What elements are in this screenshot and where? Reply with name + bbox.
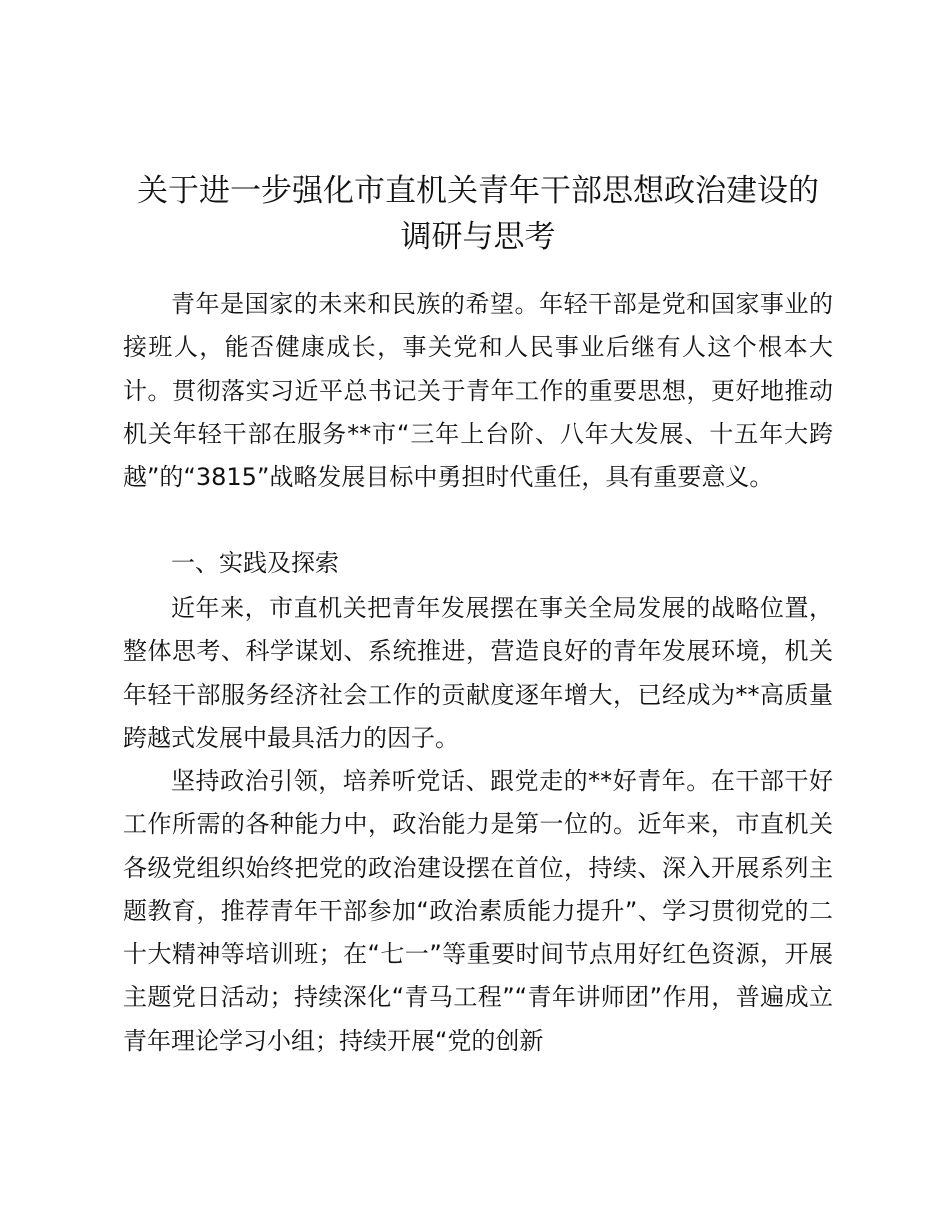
intro-paragraph: 青年是国家的未来和民族的希望。年轻干部是党和国家事业的接班人，能否健康成长，事关党和人民事业后继有人这个根本大计。贯彻落实习近平总书记关于青年工作的重要思想，更好地推动机关年轻干部在服务**市“三年上台阶、八年大发展、十五年大跨越”的“3815”战略发展目标中勇担时代重任，具有重要意义。 <box>123 290 833 492</box>
section-heading: 一、实践及探索 <box>171 549 339 577</box>
document-title: 关于进一步强化市直机关青年干部思想政治建设的调研与思考 <box>137 173 819 255</box>
section-paragraph-1: 近年来，市直机关把青年发展摆在事关全局发展的战略位置，整体思考、科学谋划、系统推进，营造良好的青年发展环境，机关年轻干部服务经济社会工作的贡献度逐年增大，已经成为**高质量跨越式发展中最具活力的因子。 <box>123 594 833 752</box>
section-paragraph-2: 坚持政治引领，培养听党话、跟党走的**好青年。在干部干好工作所需的各种能力中，政治能力是第一位的。近年来，市直机关各级党组织始终把党的政治建设摆在首位，持续、深入开展系列主题教育，推荐青年干部参加“政治素质能力提升”、学习贯彻党的二十大精神等培训班；在“七一”等重要时间节点用好红色资源，开展主题党日活动；持续深化“青马工程”“青年讲师团”作用，普遍成立青年理论学习小组；持续开展“党的创新 <box>123 767 833 1055</box>
